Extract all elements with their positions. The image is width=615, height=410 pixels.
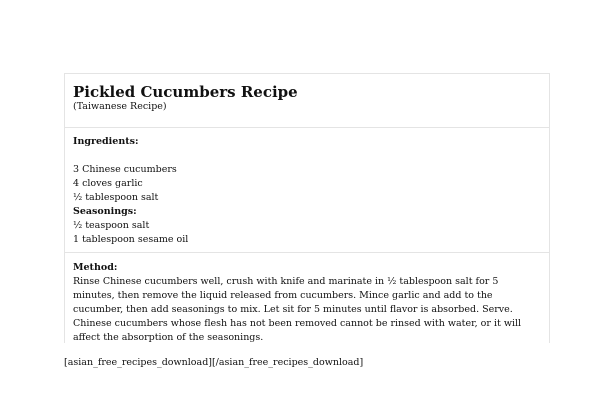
method-label: Method: [73, 262, 118, 273]
seasoning-item: 1 tablespoon sesame oil [73, 234, 189, 245]
ingredients-section [65, 128, 549, 253]
seasonings-label: Seasonings: [73, 206, 137, 217]
ingredient-item: 4 cloves garlic [73, 178, 143, 189]
method-text: Rinse Chinese cucumbers well, crush with knife and marinate in ½ tablespoon salt for 5 minutes, then remove the liquid released from cucumbers. Mince garlic and add to the cucumber, then add seasonings to mix. Let sit for 5 minutes until flavor is absorbed. Serve. Chinese cucumbers whose flesh has not been removed cannot be rinsed with water, or it will affect the absorption of the seasonings. [73, 276, 522, 343]
recipe-subtitle: (Taiwanese Recipe) [73, 101, 167, 112]
ingredient-item: 3 Chinese cucumbers [73, 164, 177, 175]
seasoning-item: ½ teaspoon salt [73, 220, 150, 231]
recipe-title: Pickled Cucumbers Recipe [73, 83, 298, 101]
download-shortcode: [asian_free_recipes_download][/asian_free_recipes_download] [64, 357, 364, 368]
recipe-card [64, 73, 550, 343]
ingredient-item: ½ tablespoon salt [73, 192, 159, 203]
ingredients-label: Ingredients: [73, 136, 139, 147]
recipe-header [65, 83, 549, 128]
method-section [65, 253, 549, 343]
